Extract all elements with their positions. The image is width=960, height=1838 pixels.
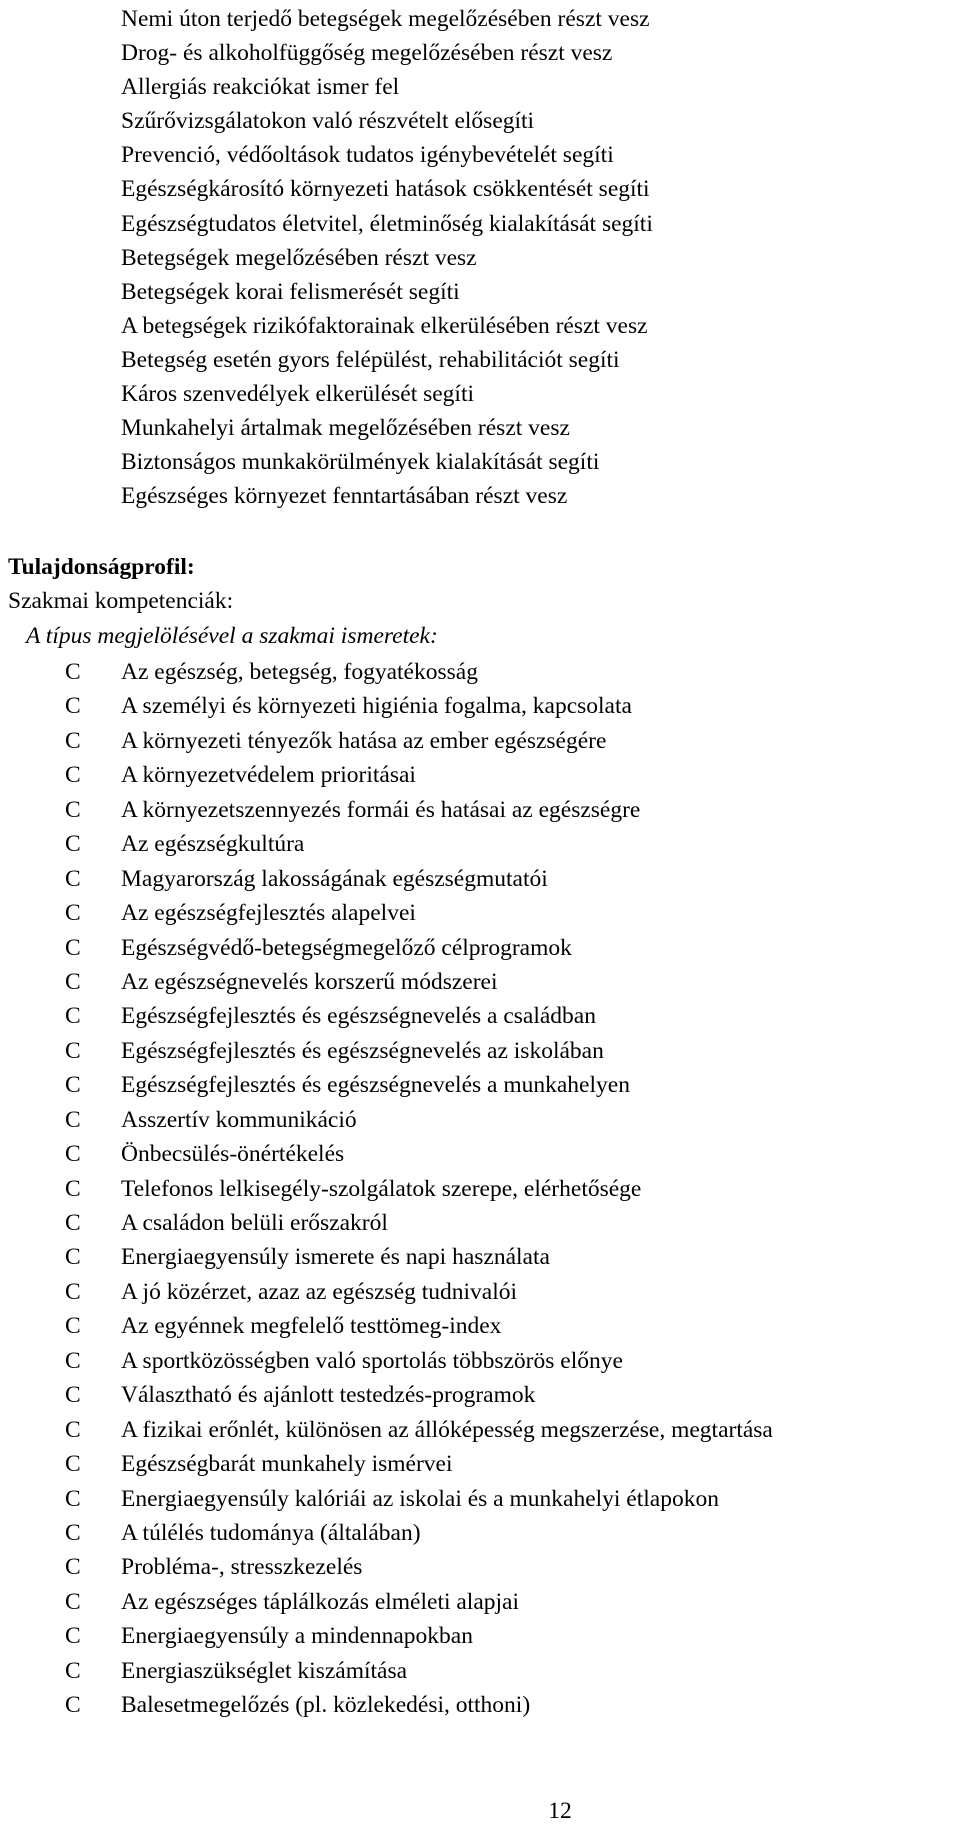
knowledge-text: Egészségfejlesztés és egészségnevelés a családban: [121, 1003, 596, 1030]
type-mark: C: [65, 1072, 81, 1099]
knowledge-text: A személyi és környezeti higiénia fogalma, kapcsolata: [121, 693, 632, 720]
type-mark: C: [65, 1278, 81, 1305]
knowledge-text: Az egészségnevelés korszerű módszerei: [121, 968, 498, 995]
type-mark: C: [65, 1347, 81, 1374]
type-mark: C: [65, 1141, 81, 1168]
type-mark: C: [65, 1106, 81, 1133]
knowledge-text: Az egészséges táplálkozás elméleti alapjai: [121, 1588, 520, 1615]
type-mark: C: [65, 1554, 81, 1581]
knowledge-text: Energiaegyensúly kalóriái az iskolai és a munkahelyi étlapokon: [121, 1485, 719, 1512]
knowledge-text: Az egészségkultúra: [121, 831, 305, 858]
knowledge-text: Az egyénnek megfelelő testtömeg-index: [121, 1313, 502, 1340]
knowledge-text: A környezetszennyezés formái és hatásai az egészségre: [121, 796, 641, 823]
type-mark: C: [65, 1210, 81, 1236]
knowledge-text: Telefonos lelkisegély-szolgálatok szerepe, elérhetősége: [121, 1175, 642, 1202]
task-list-item: Munkahelyi ártalmak megelőzésében részt vesz: [121, 415, 570, 442]
knowledge-text: Egészségvédő-betegségmegelőző célprogramok: [121, 934, 572, 961]
section-heading: Tulajdonságprofil:: [8, 554, 195, 580]
task-list: [121, 2, 653, 513]
knowledge-text: A jó közérzet, azaz az egészség tudnivalói: [121, 1278, 518, 1305]
type-mark: C: [65, 1451, 81, 1478]
type-mark: C: [65, 1003, 81, 1030]
task-list-item: Egészségkárosító környezeti hatások csökkentését segíti: [121, 176, 650, 203]
competence-title: Szakmai kompetenciák:: [8, 588, 234, 614]
knowledge-text: Magyarország lakosságának egészségmutatói: [121, 865, 548, 892]
knowledge-text: Balesetmegelőzés (pl. közlekedési, otthoni): [121, 1692, 531, 1719]
knowledge-text: A fizikai erőnlét, különösen az állóképesség megszerzése, megtartása: [121, 1416, 773, 1443]
type-mark: C: [65, 727, 81, 754]
type-mark: C: [65, 1519, 81, 1546]
type-mark: C: [65, 1485, 81, 1512]
knowledge-text: A sportközösségben való sportolás többszörös előnye: [121, 1347, 623, 1374]
knowledge-text: Energiaszükséglet kiszámítása: [121, 1657, 408, 1684]
task-list-item: Betegségek megelőzésében részt vesz: [121, 244, 477, 271]
type-mark: C: [65, 831, 81, 858]
type-mark: C: [65, 1037, 81, 1064]
task-list-item: A betegségek rizikófaktorainak elkerülésében részt vesz: [121, 312, 648, 339]
knowledge-text: A túlélés tudománya (általában): [121, 1519, 421, 1546]
type-mark: C: [65, 1382, 81, 1409]
knowledge-text: Energiaegyensúly a mindennapokban: [121, 1623, 473, 1650]
knowledge-text: Egészségfejlesztés és egészségnevelés az iskolában: [121, 1037, 604, 1064]
type-mark: C: [65, 1175, 81, 1202]
knowledge-text: Az egészségfejlesztés alapelvei: [121, 900, 416, 927]
type-mark: C: [65, 1657, 81, 1684]
knowledge-text: A környezetvédelem prioritásai: [121, 762, 416, 789]
type-mark: C: [65, 1313, 81, 1340]
task-list-item: Betegség esetén gyors felépülést, rehabilitációt segíti: [121, 346, 620, 373]
knowledge-text: Asszertív kommunikáció: [121, 1106, 357, 1133]
knowledge-text: Az egészség, betegség, fogyatékosság: [121, 659, 478, 685]
knowledge-text: Egészségfejlesztés és egészségnevelés a munkahelyen: [121, 1072, 630, 1099]
task-list-item: Szűrővizsgálatokon való részvételt elősegíti: [121, 108, 535, 135]
task-list-item: Betegségek korai felismerését segíti: [121, 278, 460, 305]
type-mark: C: [65, 865, 81, 892]
task-list-item: Egészségtudatos életvitel, életminőség kialakítását segíti: [121, 210, 653, 237]
knowledge-text: A környezeti tényezők hatása az ember egészségére: [121, 727, 607, 754]
type-mark: C: [65, 796, 81, 823]
task-list-item: Drog- és alkoholfüggőség megelőzésében részt vesz: [121, 40, 613, 67]
type-mark: C: [65, 693, 81, 720]
task-list-item: Egészséges környezet fenntartásában részt vesz: [121, 483, 568, 510]
knowledge-text: Önbecsülés-önértékelés: [121, 1141, 345, 1168]
page-number: 12: [548, 1798, 572, 1824]
type-mark: C: [65, 1244, 81, 1271]
knowledge-text: Egészségbarát munkahely ismérvei: [121, 1451, 453, 1478]
type-mark: C: [65, 1416, 81, 1443]
task-list-item: Nemi úton terjedő betegségek megelőzésében részt vesz: [121, 6, 650, 32]
type-mark: C: [65, 1692, 81, 1719]
type-mark: C: [65, 659, 81, 685]
type-mark: C: [65, 934, 81, 961]
type-note: A típus megjelölésével a szakmai ismeretek:: [26, 623, 438, 649]
task-list-item: Káros szenvedélyek elkerülését segíti: [121, 381, 475, 408]
type-mark: C: [65, 762, 81, 789]
knowledge-text: Energiaegyensúly ismerete és napi használata: [121, 1244, 550, 1271]
knowledge-text: Választható és ajánlott testedzés-programok: [121, 1382, 536, 1409]
type-mark: C: [65, 968, 81, 995]
knowledge-text: Probléma-, stresszkezelés: [121, 1554, 363, 1581]
type-mark: C: [65, 1623, 81, 1650]
task-list-item: Biztonságos munkakörülmények kialakítását segíti: [121, 449, 600, 476]
type-mark: C: [65, 1588, 81, 1615]
knowledge-text: A családon belüli erőszakról: [121, 1210, 388, 1236]
type-mark: C: [65, 900, 81, 927]
task-list-item: Prevenció, védőoltások tudatos igénybevételét segíti: [121, 142, 614, 169]
task-list-item: Allergiás reakciókat ismer fel: [121, 74, 400, 101]
